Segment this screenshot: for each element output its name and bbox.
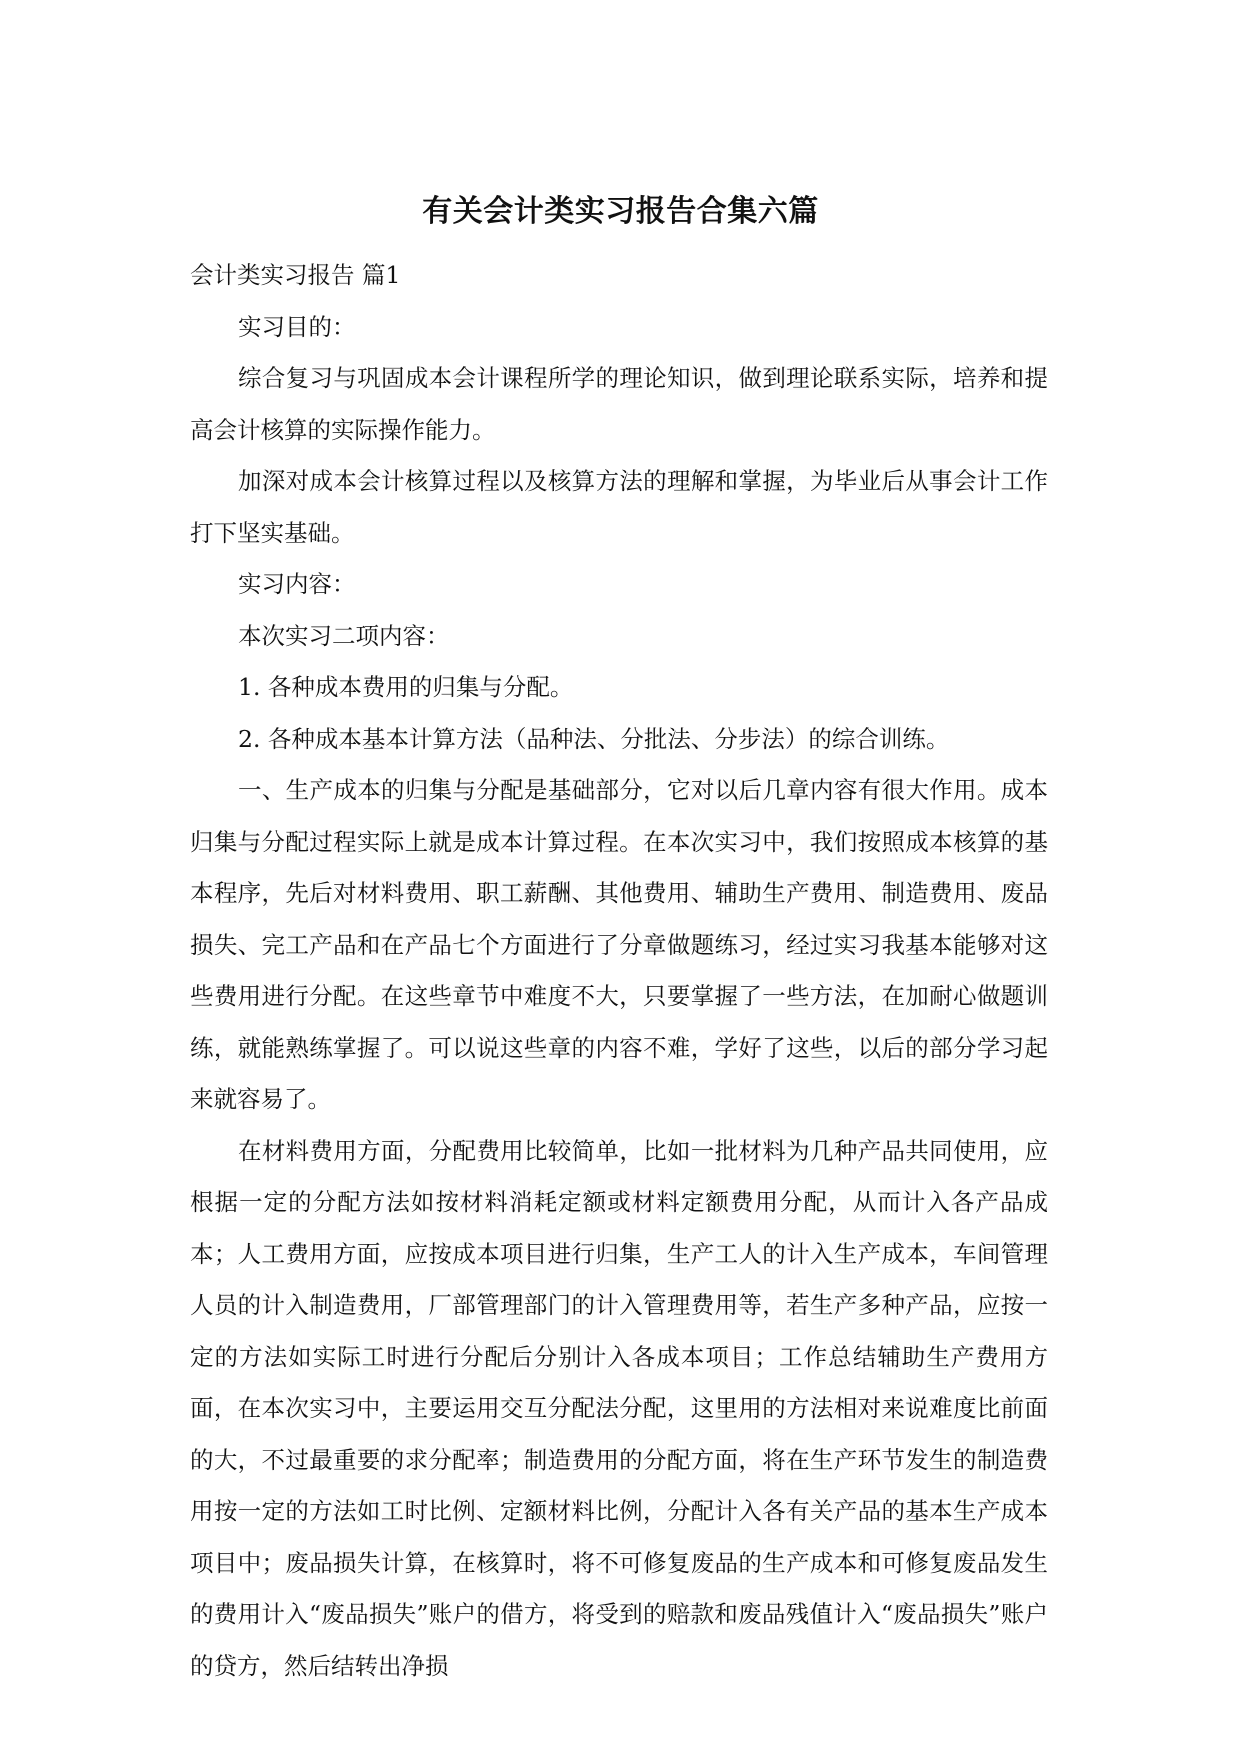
paragraph-content-heading: 实习内容： <box>238 570 356 598</box>
paragraph: 加深对成本会计核算过程以及核算方法的理解和掌握，为毕业后从事会计工作打下坚实基础。 <box>190 467 1048 547</box>
paragraph: 综合复习与巩固成本会计课程所学的理论知识，做到理论联系实际，培养和提高会计核算的实际操作能力。 <box>190 364 1048 444</box>
document-body <box>190 250 1048 1692</box>
list-item: 2. 各种成本基本计算方法（品种法、分批法、分步法）的综合训练。 <box>238 724 950 753</box>
paragraph-purpose-heading: 实习目的： <box>238 312 356 341</box>
paragraph: 一、生产成本的归集与分配是基础部分，它对以后几章内容有很大作用。成本归集与分配过程实际上就是成本计算过程。在本次实习中，我们按照成本核算的基本程序，先后对材料费用、职工薪酬、其他费用、辅助生产费用、制造费用、废品损失、完工产品和在产品七个方面进行了分章做题练习，经过实习我基本能够对这些费用进行分配。在这些章节中难度不大，只要掌握了一些方法，在加耐心做题训练，就能熟练掌握了。可以说这些章的内容不难，学好了这些，以后的部分学习起来就容易了。 <box>190 776 1048 1113</box>
paragraph: 本次实习二项内容： <box>238 621 450 650</box>
section-heading: 会计类实习报告 篇1 <box>190 261 401 289</box>
document-title: 有关会计类实习报告合集六篇 <box>422 194 819 229</box>
paragraph: 在材料费用方面，分配费用比较简单，比如一批材料为几种产品共同使用，应根据一定的分配方法如按材料消耗定额或材料定额费用分配，从而计入各产品成本；人工费用方面，应按成本项目进行归集，生产工人的计入生产成本，车间管理人员的计入制造费用，厂部管理部门的计入管理费用等，若生产多种产品，应按一定的方法如实际工时进行分配后分别计入各成本项目；工作总结辅助生产费用方面，在本次实习中，主要运用交互分配法分配，这里用的方法相对来说难度比前面的大，不过最重要的求分配率；制造费用的分配方面，将在生产环节发生的制造费用按一定的方法如工时比例、定额材料比例，分配计入各有关产品的基本生产成本项目中；废品损失计算，在核算时，将不可修复废品的生产成本和可修复废品发生的费用计入“废品损失”账户的借方，将受到的赔款和废品残值计入“废品损失”账户的贷方，然后结转出净损 <box>190 1136 1048 1680</box>
list-item: 1. 各种成本费用的归集与分配。 <box>238 673 574 701</box>
